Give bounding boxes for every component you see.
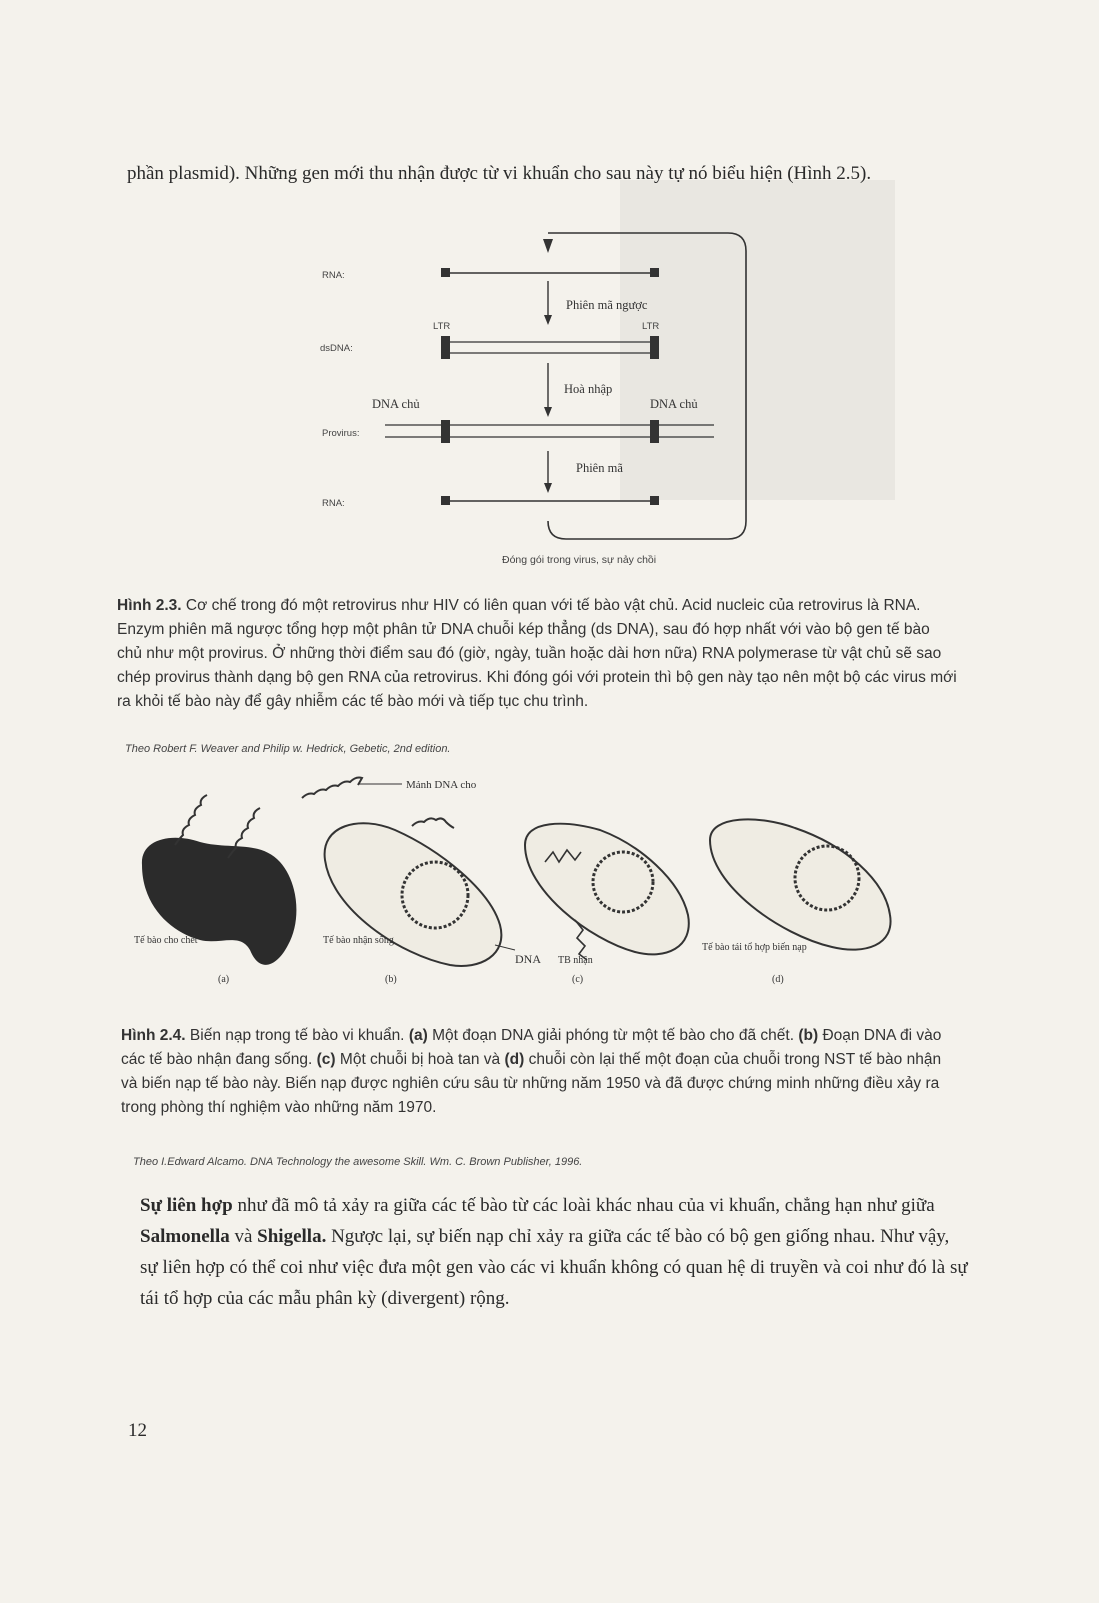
paragraph-text-3: Ngược lại, sự biến nạp chỉ xảy ra giữa các tế bào có bộ gen giống nhau. Như vậy, sự liên hợp có thể coi như việc đưa một gen vào các vi khuẩn không có quan hệ di truyền và coi như đó là sự tái tổ hợp của các mẫu phân kỳ (divergent) rộng. xyxy=(140,1226,968,1309)
label-packaging: Đóng gói trong virus, sự nảy chồi xyxy=(502,554,657,566)
step-transcription: Phiên mã xyxy=(576,461,623,475)
rna-bottom-end-left xyxy=(441,496,450,505)
recombinant-cell-d xyxy=(710,819,891,949)
label-dsdna: dsDNA: xyxy=(320,343,353,354)
label-recipient-cell: Tế bào nhận sống xyxy=(323,935,394,946)
label-panel-d: (d) xyxy=(772,974,784,985)
dna-fragment-b-free xyxy=(302,778,362,799)
figure-2-4-source: Theo I.Edward Alcamo. DNA Technology the awesome Skill. Wm. C. Brown Publisher, 1996. xyxy=(133,1156,583,1168)
rna-top-end-right xyxy=(650,268,659,277)
figure-2-4-caption xyxy=(121,1024,961,1120)
ltr-right-block xyxy=(650,336,659,359)
figure-2-4-caption-b-text: Đoạn DNA đi vào các tế bào nhận đang sống. xyxy=(121,1027,942,1068)
figure-2-4-caption-a-text: Một đoạn DNA giải phóng từ một tế bào cho đã chết. xyxy=(432,1027,795,1044)
label-dna: DNA xyxy=(515,952,541,966)
body-paragraph xyxy=(140,1190,970,1314)
label-host-dna-left: DNA chủ xyxy=(372,397,420,411)
step-integration: Hoà nhập xyxy=(564,382,613,396)
label-panel-b: (b) xyxy=(385,974,397,985)
recipient-cell-c xyxy=(525,824,689,955)
dna-fragment-a1 xyxy=(175,795,207,845)
arrowhead-transcription xyxy=(544,483,552,493)
figure-2-4-caption-c-text: Một chuỗi bị hoà tan và xyxy=(339,1051,501,1068)
figure-2-3-source: Theo Robert F. Weaver and Philip w. Hedrick, Gebetic, 2nd edition. xyxy=(125,743,451,755)
figure-2-4-caption-intro: Biến nạp trong tế bào vi khuẩn. xyxy=(189,1027,405,1044)
step-reverse-transcription: Phiên mã ngược xyxy=(566,298,648,312)
term-conjugation: Sự liên hợp xyxy=(140,1195,233,1216)
figure-2-3-caption-text: Cơ chế trong đó một retrovirus như HIV có liên quan với tế bào vật chủ. Acid nucleic của retrovirus là RNA. Enzym phiên mã ngược tổng hợp một phân tử DNA chuỗi kép thẳng (ds DNA), sau đó hợp nhất với vào bộ gen tế bào chủ như một provirus. Ở những thời điểm sau đó (giờ, ngày, tuần hoặc dài hơn nữa) RNA polymerase từ vật chủ sẽ sao chép provirus thành dạng bộ gen RNA của retrovirus. Khi đóng gói với protein thì bộ gen này tạo nên một bộ các virus mới ra khỏi tế bào này để gây nhiễm các tế bào mới và tiếp tục chu trình. xyxy=(117,597,957,710)
provirus-ltr-right xyxy=(650,420,659,443)
dna-fragment-b-entering xyxy=(412,818,454,828)
term-shigella: Shigella. xyxy=(257,1226,327,1247)
label-provirus: Provirus: xyxy=(322,428,360,439)
page-number: 12 xyxy=(128,1420,147,1441)
label-panel-c: (c) xyxy=(572,974,584,985)
arrowhead-integration xyxy=(544,407,552,417)
figure-2-4-diagram xyxy=(120,770,910,1000)
label-recombinant-cell: Tế bào tái tổ hợp biến nạp xyxy=(702,942,807,953)
figure-2-3-caption-label: Hình 2.3. xyxy=(117,597,182,614)
provirus-ltr-left xyxy=(441,420,450,443)
ltr-left-block xyxy=(441,336,450,359)
label-host-dna-right: DNA chủ xyxy=(650,397,698,411)
figure-2-4-caption-d-text: chuỗi còn lại thế một đoạn của chuỗi trong NST tế bào nhận và biến nạp tế bào này. Biến nạp được nghiên cứu sâu từ những năm 1950 và đã được chứng minh những điều xảy ra trong phòng thí nghiệm vào những năm 1970. xyxy=(121,1051,942,1116)
label-rna-top: RNA: xyxy=(322,270,345,281)
figure-2-3-caption xyxy=(117,594,957,714)
paragraph-text-1: như đã mô tả xảy ra giữa các tế bào từ các loài khác nhau của vi khuẩn, chẳng hạn như giữa xyxy=(237,1195,935,1216)
label-recipient-cell-short: TB nhận xyxy=(558,955,593,966)
cycle-arrowhead xyxy=(543,239,553,253)
figure-2-4-caption-c-label: (c) xyxy=(316,1051,336,1068)
label-rna-bottom: RNA: xyxy=(322,498,345,509)
label-ltr-left: LTR xyxy=(433,321,451,332)
rna-bottom-end-right xyxy=(650,496,659,505)
figure-2-4-caption-b-label: (b) xyxy=(798,1027,819,1044)
label-panel-a: (a) xyxy=(218,974,230,985)
figure-2-4-caption-label: Hình 2.4. xyxy=(121,1027,186,1044)
rna-top-end-left xyxy=(441,268,450,277)
label-donor-fragment: Mảnh DNA cho xyxy=(406,779,477,791)
term-salmonella: Salmonella xyxy=(140,1226,230,1247)
figure-2-4-caption-d-label: (d) xyxy=(504,1051,525,1068)
label-donor-cell: Tế bào cho chết xyxy=(134,935,198,946)
paragraph-text-2: và xyxy=(234,1226,253,1247)
figure-2-4-caption-a-label: (a) xyxy=(408,1027,428,1044)
intro-text: phần plasmid). Những gen mới thu nhận được từ vi khuẩn cho sau này tự nó biểu hiện (Hình 2.5). xyxy=(127,163,872,184)
figure-2-3-diagram xyxy=(300,225,780,575)
label-ltr-right: LTR xyxy=(642,321,660,332)
arrowhead-reverse-transcription xyxy=(544,315,552,325)
